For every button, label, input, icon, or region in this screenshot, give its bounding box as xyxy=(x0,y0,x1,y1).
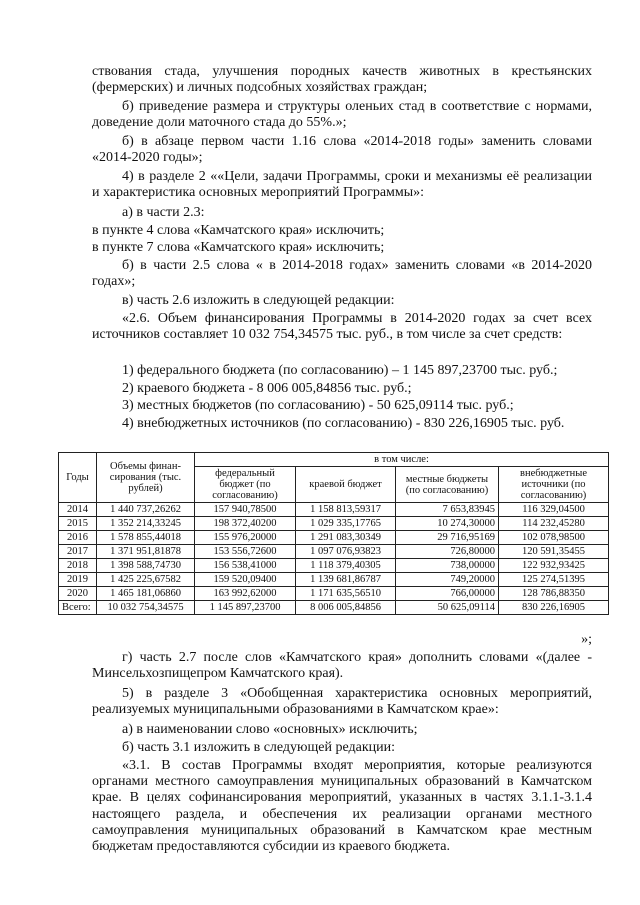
paragraph: а) в части 2.3: xyxy=(122,205,205,220)
cell-local: 10 274,30000 xyxy=(396,517,499,531)
table-row xyxy=(59,531,609,545)
paragraph: «3.1. В состав Программы входят мероприятия, которые реализуются органами местного самоуправления муниципальных образований в Камчатском крае. В целях софинансирования мероприятий, указанных в частях 3.1.1-3.1.4 настоящего раздела, и обеспечения их реализации органами местного самоуправления муниципальных образований в Камчатском крае местным бюджетам предоставляются субсидии из краевого бюджета. xyxy=(92,758,592,855)
cell-year: 2014 xyxy=(59,503,97,517)
financing-table xyxy=(58,452,609,615)
cell-federal: 1 145 897,23700 xyxy=(195,601,296,615)
paragraph: «2.6. Объем финансирования Программы в 2014-2020 годах за счет всех источников составляет 10 032 754,34575 тыс. руб., в том числе за счет средств: xyxy=(92,311,592,343)
paragraph: 5) в разделе 3 «Обобщенная характеристика основных мероприятий, реализуемых муниципальными образованиями в Камчатском крае»: xyxy=(92,686,592,718)
cell-year: 2017 xyxy=(59,545,97,559)
cell-offbudget: 116 329,04500 xyxy=(499,503,609,517)
cell-total: 1 371 951,81878 xyxy=(97,545,195,559)
paragraph: б) в абзаце первом части 1.16 слова «2014-2018 годы» заменить словами «2014-2020 годы»; xyxy=(92,134,592,166)
header-year: Годы xyxy=(59,453,97,503)
cell-offbudget: 122 932,93425 xyxy=(499,559,609,573)
cell-regional: 1 139 681,86787 xyxy=(296,573,396,587)
cell-offbudget: 128 786,88350 xyxy=(499,587,609,601)
cell-regional: 1 097 076,93823 xyxy=(296,545,396,559)
cell-federal: 159 520,09400 xyxy=(195,573,296,587)
header-offbudget: внебюджетные источники (по согласованию) xyxy=(499,467,609,503)
paragraph: 3) местных бюджетов (по согласованию) - 50 625,09114 тыс. руб.; xyxy=(122,398,514,413)
cell-federal: 198 372,40200 xyxy=(195,517,296,531)
paragraph: в пункте 7 слова «Камчатского края» исключить; xyxy=(92,240,385,255)
paragraph: б) часть 3.1 изложить в следующей редакции: xyxy=(122,740,396,755)
cell-federal: 157 940,78500 xyxy=(195,503,296,517)
paragraph: ствования стада, улучшения породных качеств животных в крестьянских (фермерских) и личных подсобных хозяйствах граждан; xyxy=(92,64,592,96)
cell-regional: 1 118 379,40305 xyxy=(296,559,396,573)
cell-federal: 153 556,72600 xyxy=(195,545,296,559)
cell-offbudget: 120 591,35455 xyxy=(499,545,609,559)
cell-local: 7 653,83945 xyxy=(396,503,499,517)
table-row xyxy=(59,573,609,587)
table-row xyxy=(59,545,609,559)
cell-total: 1 398 588,74730 xyxy=(97,559,195,573)
cell-total: 1 465 181,06860 xyxy=(97,587,195,601)
cell-local: 749,20000 xyxy=(396,573,499,587)
table-row xyxy=(59,517,609,531)
table-row xyxy=(59,503,609,517)
header-federal: федеральный бюджет (по согласованию) xyxy=(195,467,296,503)
paragraph: в) часть 2.6 изложить в следующей редакции: xyxy=(122,293,395,308)
cell-offbudget: 102 078,98500 xyxy=(499,531,609,545)
cell-federal: 156 538,41000 xyxy=(195,559,296,573)
cell-total: 1 425 225,67582 xyxy=(97,573,195,587)
cell-offbudget: 125 274,51395 xyxy=(499,573,609,587)
cell-year: Всего: xyxy=(59,601,97,615)
cell-local: 726,80000 xyxy=(396,545,499,559)
closing-mark: »; xyxy=(581,632,592,647)
table-row-total xyxy=(59,601,609,615)
header-regional: краевой бюджет xyxy=(296,467,396,503)
cell-federal: 155 976,20000 xyxy=(195,531,296,545)
table-row xyxy=(59,559,609,573)
cell-year: 2015 xyxy=(59,517,97,531)
table-row xyxy=(59,587,609,601)
paragraph: 1) федерального бюджета (по согласованию) – 1 145 897,23700 тыс. руб.; xyxy=(122,363,558,378)
cell-offbudget: 114 232,45280 xyxy=(499,517,609,531)
cell-year: 2016 xyxy=(59,531,97,545)
paragraph: б) в части 2.5 слова « в 2014-2018 годах» заменить словами «в 2014-2020 годах»; xyxy=(92,258,592,290)
cell-regional: 8 006 005,84856 xyxy=(296,601,396,615)
cell-regional: 1 029 335,17765 xyxy=(296,517,396,531)
paragraph: 2) краевого бюджета - 8 006 005,84856 тыс. руб.; xyxy=(122,381,412,396)
cell-total: 1 578 855,44018 xyxy=(97,531,195,545)
header-total: Объемы финан-сирования (тыс. рублей) xyxy=(97,453,195,503)
paragraph: г) часть 2.7 после слов «Камчатского края» дополнить словами «(далее - Минсельхозпищепром Камчатского края). xyxy=(92,650,592,682)
cell-total: 1 352 214,33245 xyxy=(97,517,195,531)
cell-regional: 1 171 635,56510 xyxy=(296,587,396,601)
paragraph: б) приведение размера и структуры оленьих стад в соответствие с нормами, доведение доли маточного стада до 55%.»; xyxy=(92,99,592,131)
header-local: местные бюджеты (по согласованию) xyxy=(396,467,499,503)
cell-year: 2019 xyxy=(59,573,97,587)
cell-year: 2020 xyxy=(59,587,97,601)
paragraph: в пункте 4 слова «Камчатского края» исключить; xyxy=(92,223,385,238)
cell-regional: 1 291 083,30349 xyxy=(296,531,396,545)
cell-offbudget: 830 226,16905 xyxy=(499,601,609,615)
paragraph: 4) внебюджетных источников (по согласованию) - 830 226,16905 тыс. руб. xyxy=(122,416,565,431)
cell-local: 738,00000 xyxy=(396,559,499,573)
cell-local: 29 716,95169 xyxy=(396,531,499,545)
cell-total: 10 032 754,34575 xyxy=(97,601,195,615)
cell-total: 1 440 737,26262 xyxy=(97,503,195,517)
cell-federal: 163 992,62000 xyxy=(195,587,296,601)
paragraph: а) в наименовании слово «основных» исключить; xyxy=(122,722,418,737)
paragraph: 4) в разделе 2 ««Цели, задачи Программы, сроки и механизмы её реализации и характеристика основных мероприятий Программы»: xyxy=(92,169,592,201)
cell-regional: 1 158 813,59317 xyxy=(296,503,396,517)
cell-local: 766,00000 xyxy=(396,587,499,601)
cell-local: 50 625,09114 xyxy=(396,601,499,615)
cell-year: 2018 xyxy=(59,559,97,573)
header-group: в том числе: xyxy=(195,453,609,467)
